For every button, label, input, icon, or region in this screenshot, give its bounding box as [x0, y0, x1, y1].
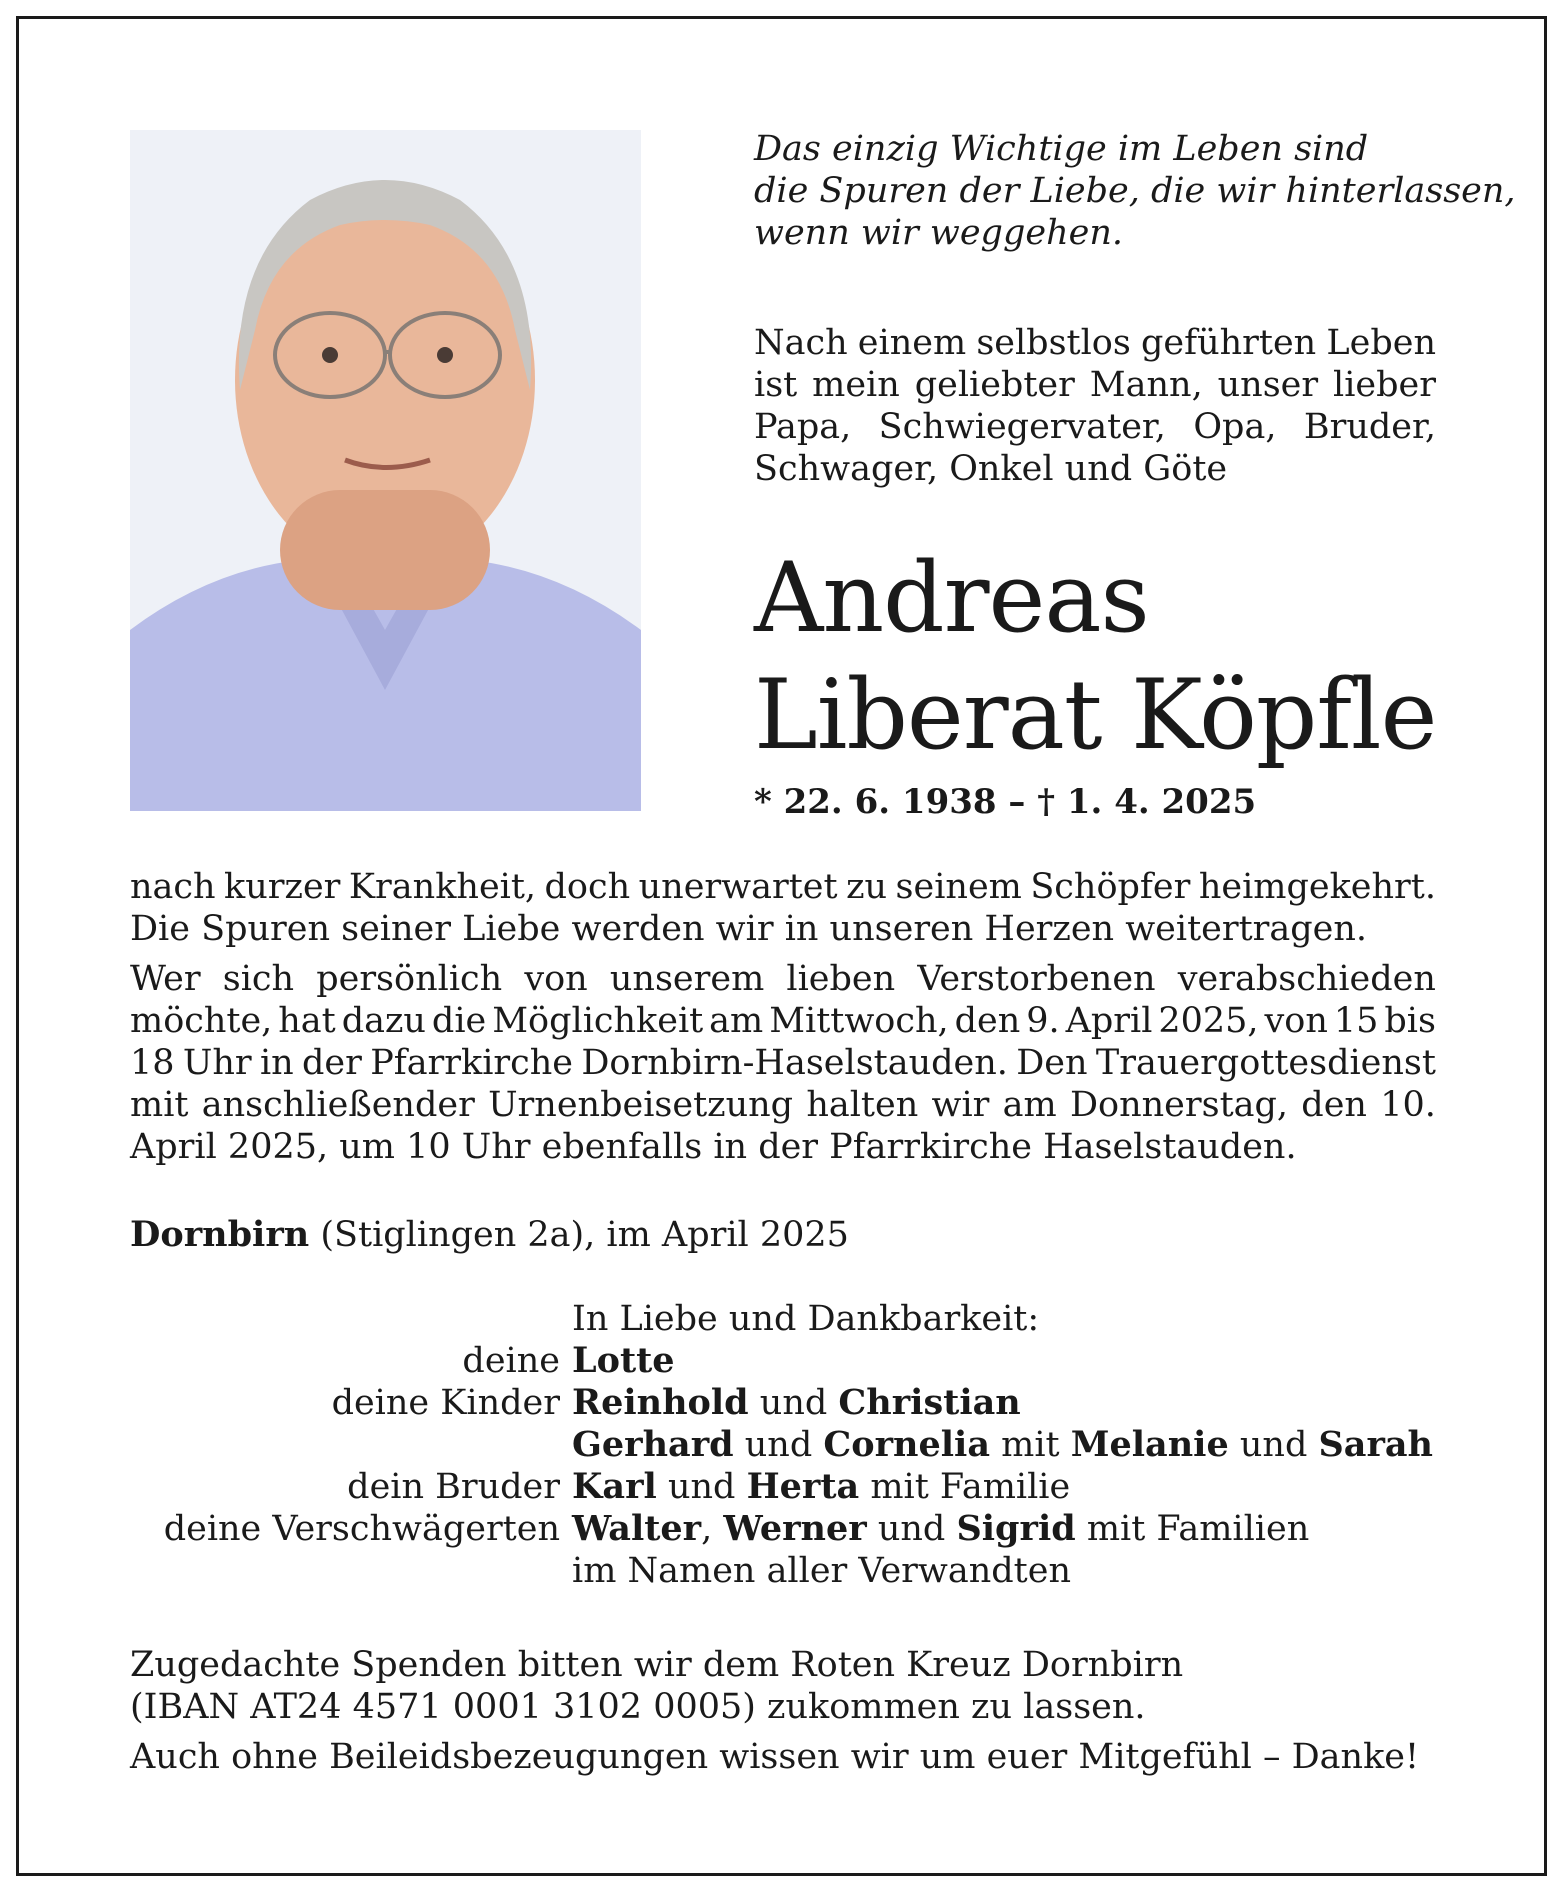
body-line — [130, 866, 1436, 908]
word: möchte, — [130, 1001, 273, 1041]
word: Leben — [1326, 323, 1436, 363]
relation-label — [130, 1550, 572, 1592]
donation-line: Zugedachte Spenden bitten wir dem Roten Kreuz Dornbirn — [130, 1645, 1184, 1685]
mourner-name: Walter — [572, 1508, 702, 1549]
word: doch — [544, 867, 631, 907]
mourner-name: Gerhard — [572, 1424, 734, 1465]
mourner-name: Christian — [838, 1382, 1021, 1423]
name-line-second: Liberat Köpfle — [754, 659, 1437, 771]
word: Donnerstag, — [1069, 1085, 1289, 1125]
connector-text: mit Familie — [859, 1467, 1071, 1507]
word: seinem — [895, 867, 1022, 907]
portrait-photo — [130, 130, 641, 811]
relation-label: dein Bruder — [347, 1467, 560, 1507]
word: Möglichkeit — [492, 1001, 704, 1041]
word: Dornbirn-Haselstauden. — [581, 1043, 1008, 1083]
word: April — [1065, 1001, 1153, 1041]
word: die — [431, 1001, 487, 1041]
intro-line — [754, 448, 1436, 490]
mourner-name: Herta — [746, 1466, 860, 1507]
connector-text: mit Familien — [1075, 1509, 1310, 1549]
mourner-row — [130, 1340, 1460, 1382]
word: ist — [754, 365, 798, 405]
word: heimgekehrt. — [1198, 867, 1436, 907]
word: in — [259, 1043, 294, 1083]
intro-line — [754, 364, 1436, 406]
word: selbstlos — [976, 323, 1131, 363]
name-line-first: Andreas — [754, 542, 1149, 654]
word: Trauergottesdienst — [1095, 1043, 1436, 1083]
quote-line: Das einzig Wichtige im Leben sind — [754, 129, 1369, 169]
place-city: Dornbirn — [130, 1214, 310, 1255]
word: Krankheit, — [348, 867, 537, 907]
word: unserem — [609, 959, 765, 999]
word: Schöpfer — [1030, 867, 1191, 907]
mourner-row — [130, 1424, 1460, 1466]
word: lieben — [786, 959, 896, 999]
body-line — [130, 958, 1436, 1000]
relation-label: deine Verschwägerten — [163, 1509, 560, 1549]
mourner-name: Melanie — [1070, 1424, 1229, 1465]
intro-line — [754, 322, 1436, 364]
body-line — [130, 1000, 1436, 1042]
relation-label: deine Kinder — [331, 1383, 560, 1423]
announcement-body — [130, 866, 1436, 1168]
word: sich — [222, 959, 295, 999]
word: Mann, — [1089, 365, 1203, 405]
word: 15 — [1333, 1001, 1379, 1041]
connector-text: und — [656, 1467, 747, 1507]
word: am — [709, 1001, 764, 1041]
quote-line: wenn wir weggehen. — [754, 213, 1124, 253]
word: Uhr — [182, 1043, 252, 1083]
connector-text: und — [733, 1425, 824, 1465]
word: halten — [806, 1085, 919, 1125]
mourner-row — [130, 1382, 1460, 1424]
word: anschließender — [201, 1085, 475, 1125]
word: mit — [130, 1085, 189, 1125]
closing-line: Auch ohne Beileidsbezeugungen wissen wir um euer Mitgefühl – Danke! — [130, 1737, 1420, 1777]
epigraph-quote — [754, 128, 1516, 254]
mourner-name: Cornelia — [823, 1424, 991, 1465]
word: geführten — [1141, 323, 1317, 363]
word: mein — [812, 365, 900, 405]
mourner-name: Sigrid — [956, 1508, 1076, 1549]
word: Den — [1016, 1043, 1088, 1083]
donation-note — [130, 1644, 1460, 1778]
word: einem — [857, 323, 967, 363]
connector-text: mit — [990, 1425, 1071, 1465]
mourner-name: Sarah — [1318, 1424, 1434, 1465]
word: 9. — [1026, 1001, 1060, 1041]
word: 18 — [130, 1043, 175, 1083]
mourner-names — [572, 1550, 1460, 1592]
word: Verstorbenen — [917, 959, 1156, 999]
word: verabschieden — [1177, 959, 1436, 999]
body-line: Die Spuren seiner Liebe werden wir in unseren Herzen weitertragen. — [130, 909, 1368, 949]
word: dazu — [341, 1001, 426, 1041]
word: bis — [1384, 1001, 1436, 1041]
mourner-names — [572, 1508, 1460, 1550]
body-line: April 2025, um 10 Uhr ebenfalls in der Pfarrkirche Haselstauden. — [130, 1127, 1297, 1167]
mourner-name: Reinhold — [572, 1382, 749, 1423]
connector-text: und — [748, 1383, 839, 1423]
connector-text: im Namen aller Verwandten — [572, 1551, 1071, 1591]
mourner-names — [572, 1340, 1460, 1382]
word: lieber — [1333, 365, 1436, 405]
word: hat — [278, 1001, 336, 1041]
word: geliebter — [914, 365, 1075, 405]
word: Mittwoch, — [769, 1001, 949, 1041]
portrait-image — [130, 130, 641, 811]
word: Bruder, — [1303, 407, 1436, 447]
word: unser — [1217, 365, 1319, 405]
word: 2025, — [1158, 1001, 1259, 1041]
word: am — [1002, 1085, 1057, 1125]
mourner-name: Lotte — [572, 1340, 675, 1381]
word: von — [524, 959, 588, 999]
word: unerwartet — [638, 867, 838, 907]
word: Wer — [130, 959, 201, 999]
word: nach — [130, 867, 216, 907]
relation-label — [130, 1424, 572, 1466]
body-line — [130, 1042, 1436, 1084]
mourner-name: Karl — [572, 1466, 657, 1507]
mourner-names — [572, 1466, 1460, 1508]
word: den — [1301, 1085, 1367, 1125]
life-dates: * 22. 6. 1938 – † 1. 4. 2025 — [754, 782, 1257, 822]
deceased-name — [754, 540, 1436, 774]
word: Nach — [754, 323, 848, 363]
word: Urnenbeisetzung — [488, 1085, 794, 1125]
mourner-row — [130, 1508, 1460, 1550]
word: Pfarrkirche — [370, 1043, 574, 1083]
word: zu — [846, 867, 888, 907]
place-detail: (Stiglingen 2a), im April 2025 — [309, 1215, 849, 1255]
quote-line: die Spuren der Liebe, die wir hinterlassen, — [754, 171, 1516, 211]
word: den — [954, 1001, 1021, 1041]
mourner-name: Werner — [723, 1508, 867, 1549]
mourners-list — [130, 1298, 1460, 1592]
word: der — [302, 1043, 362, 1083]
connector-text: , — [701, 1509, 724, 1549]
intro-text — [754, 322, 1436, 490]
word: Papa, — [754, 407, 852, 447]
word: von — [1264, 1001, 1328, 1041]
body-line — [130, 1084, 1436, 1126]
mourners-heading: In Liebe und Dankbarkeit: — [572, 1299, 1040, 1339]
connector-text: und — [866, 1509, 957, 1549]
mourner-row — [130, 1466, 1460, 1508]
word: Opa, — [1193, 407, 1277, 447]
mourner-names — [572, 1382, 1460, 1424]
mourner-row — [130, 1550, 1460, 1592]
mourners-heading-row — [130, 1298, 1460, 1340]
relation-label: deine — [462, 1341, 560, 1381]
word: 10. — [1380, 1085, 1436, 1125]
word: wir — [931, 1085, 990, 1125]
place-and-date — [130, 1214, 849, 1256]
intro-line — [754, 406, 1436, 448]
word: persönlich — [316, 959, 503, 999]
word: Schwiegervater, — [878, 407, 1166, 447]
mourner-names — [572, 1424, 1460, 1466]
word: kurzer — [224, 867, 341, 907]
donation-line: (IBAN AT24 4571 0001 3102 0005) zukommen zu lassen. — [130, 1687, 1146, 1727]
connector-text: und — [1228, 1425, 1319, 1465]
word: Schwager, Onkel und Göte — [754, 449, 1228, 489]
